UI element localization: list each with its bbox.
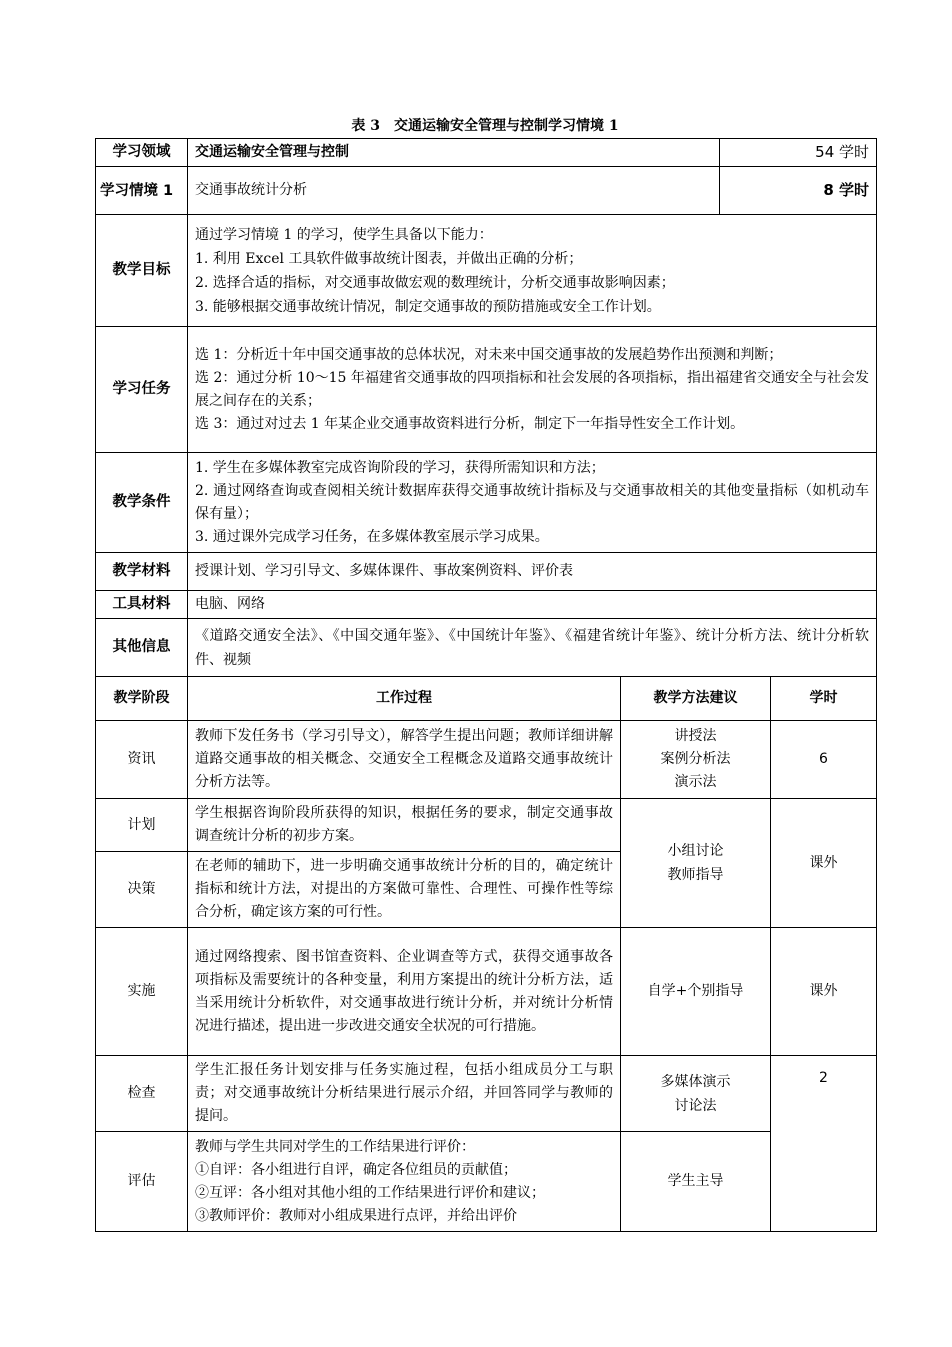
method-item: 讨论法 <box>674 1097 717 1114</box>
header-hours: 学时 <box>771 677 877 721</box>
method-item: 演示法 <box>674 774 717 790</box>
row-tools <box>96 591 877 619</box>
row-field <box>96 139 877 167</box>
row-stage-check <box>96 1056 877 1132</box>
row-other <box>96 619 877 677</box>
tools-value: 电脑、网络 <box>188 591 877 619</box>
task-item: 选 2：通过分析 10～15 年福建省交通事故的四项指标和社会发展的各项指标，指出福建省交通安全与社会发展之间存在的关系； <box>195 369 870 409</box>
situation-value: 交通事故统计分析 <box>188 167 720 215</box>
method-implement: 自学+个别指导 <box>621 928 771 1056</box>
task-item: 选 3：通过对过去 1 年某企业交通事故资料进行分析，制定下一年指导性安全工作计划。 <box>195 415 745 432</box>
hours-plan-decide: 课外 <box>771 799 877 928</box>
condition-item: 3. 通过课外完成学习任务，在多媒体教室展示学习成果。 <box>195 528 549 545</box>
method-check <box>621 1056 771 1132</box>
label-other: 其他信息 <box>96 619 188 677</box>
evaluate-item: ①自评：各小组进行自评，确定各位组员的贡献值； <box>195 1161 517 1178</box>
tasks-content <box>188 327 877 453</box>
hours-check-evaluate: 2 <box>771 1056 877 1232</box>
row-stage-evaluate <box>96 1132 877 1232</box>
work-check: 学生汇报任务计划安排与任务实施过程，包括小组成员分工与职责；对交通事故统计分析结果进行展示介绍，并回答同学与教师的提问。 <box>188 1056 621 1132</box>
label-materials: 教学材料 <box>96 553 188 591</box>
method-item: 教师指导 <box>667 867 724 883</box>
table-caption: 表 3 交通运输安全管理与控制学习情境 1 <box>351 118 619 134</box>
condition-item: 2. 通过网络查询或查阅相关统计数据库获得交通事故统计指标及与交通事故相关的其他变量指标（如机动车保有量）； <box>195 482 870 522</box>
goal-item: 2. 选择合适的指标，对交通事故做宏观的数理统计，分析交通事故影响因素； <box>195 274 675 291</box>
other-value: 《道路交通安全法》、《中国交通年鉴》、《中国统计年鉴》、《福建省统计年鉴》、统计分析方法、统计分析软件、视频 <box>188 619 877 677</box>
stage-implement: 实施 <box>96 928 188 1056</box>
evaluate-intro: 教师与学生共同对学生的工作结果进行评价： <box>195 1138 475 1155</box>
method-info <box>621 721 771 799</box>
conditions-content <box>188 453 877 553</box>
method-item: 多媒体演示 <box>660 1073 731 1090</box>
label-field: 学习领域 <box>96 139 188 167</box>
method-item: 案例分析法 <box>660 751 731 767</box>
stage-info: 资讯 <box>96 721 188 799</box>
row-stage-info <box>96 721 877 799</box>
row-goals <box>96 215 877 327</box>
work-info: 教师下发任务书（学习引导文），解答学生提出问题；教师详细讲解道路交通事故的相关概念、交通安全工程概念及道路交通事故统计分析方法等。 <box>188 721 621 799</box>
method-item: 小组讨论 <box>667 843 724 859</box>
row-conditions <box>96 453 877 553</box>
process-header-row <box>96 677 877 721</box>
learning-situation-table <box>95 138 877 1232</box>
header-method: 教学方法建议 <box>621 677 771 721</box>
materials-value: 授课计划、学习引导文、多媒体课件、事故案例资料、评价表 <box>188 553 877 591</box>
row-materials <box>96 553 877 591</box>
goal-item: 1. 利用 Excel 工具软件做事故统计图表，并做出正确的分析； <box>195 250 583 267</box>
goal-item: 3. 能够根据交通事故统计情况，制定交通事故的预防措施或安全工作计划。 <box>195 298 661 315</box>
stage-check: 检查 <box>96 1056 188 1132</box>
goals-content <box>188 215 877 327</box>
row-tasks <box>96 327 877 453</box>
field-hours: 54 学时 <box>720 139 877 167</box>
hours-info: 6 <box>771 721 877 799</box>
work-decide: 在老师的辅助下，进一步明确交通事故统计分析的目的，确定统计指标和统计方法，对提出的方案做可靠性、合理性、可操作性等综合分析，确定该方案的可行性。 <box>188 852 621 928</box>
row-situation <box>96 167 877 215</box>
work-implement: 通过网络搜索、图书馆查资料、企业调查等方式，获得交通事故各项指标及需要统计的各种变量，利用方案提出的统计分析方法，适当采用统计分析软件，对交通事故进行统计分析，并对统计分析情况进行描述，提出进一步改进交通安全状况的可行措施。 <box>188 928 621 1056</box>
task-item: 选 1：分析近十年中国交通事故的总体状况，对未来中国交通事故的发展趋势作出预测和判断； <box>195 346 783 363</box>
evaluate-item: ②互评：各小组对其他小组的工作结果进行评价和建议； <box>195 1184 545 1201</box>
row-stage-implement <box>96 928 877 1056</box>
work-plan: 学生根据咨询阶段所获得的知识，根据任务的要求，制定交通事故调查统计分析的初步方案。 <box>188 799 621 852</box>
situation-hours: 8 学时 <box>720 167 877 215</box>
label-situation: 学习情境 1 <box>96 167 188 215</box>
work-evaluate <box>188 1132 621 1232</box>
method-plan-decide <box>621 799 771 928</box>
label-conditions: 教学条件 <box>96 453 188 553</box>
method-evaluate: 学生主导 <box>621 1132 771 1232</box>
condition-item: 1. 学生在多媒体教室完成咨询阶段的学习，获得所需知识和方法； <box>195 459 605 476</box>
header-work: 工作过程 <box>188 677 621 721</box>
label-tools: 工具材料 <box>96 591 188 619</box>
method-item: 讲授法 <box>674 728 717 744</box>
stage-plan: 计划 <box>96 799 188 852</box>
stage-decide: 决策 <box>96 852 188 928</box>
label-tasks: 学习任务 <box>96 327 188 453</box>
goals-intro: 通过学习情境 1 的学习，使学生具备以下能力： <box>195 226 493 243</box>
hours-implement: 课外 <box>771 928 877 1056</box>
stage-evaluate: 评估 <box>96 1132 188 1232</box>
field-value: 交通运输安全管理与控制 <box>188 139 720 167</box>
label-goals: 教学目标 <box>96 215 188 327</box>
row-stage-plan <box>96 799 877 852</box>
evaluate-item: ③教师评价：教师对小组成果进行点评，并给出评价 <box>195 1207 517 1224</box>
header-stage: 教学阶段 <box>96 677 188 721</box>
